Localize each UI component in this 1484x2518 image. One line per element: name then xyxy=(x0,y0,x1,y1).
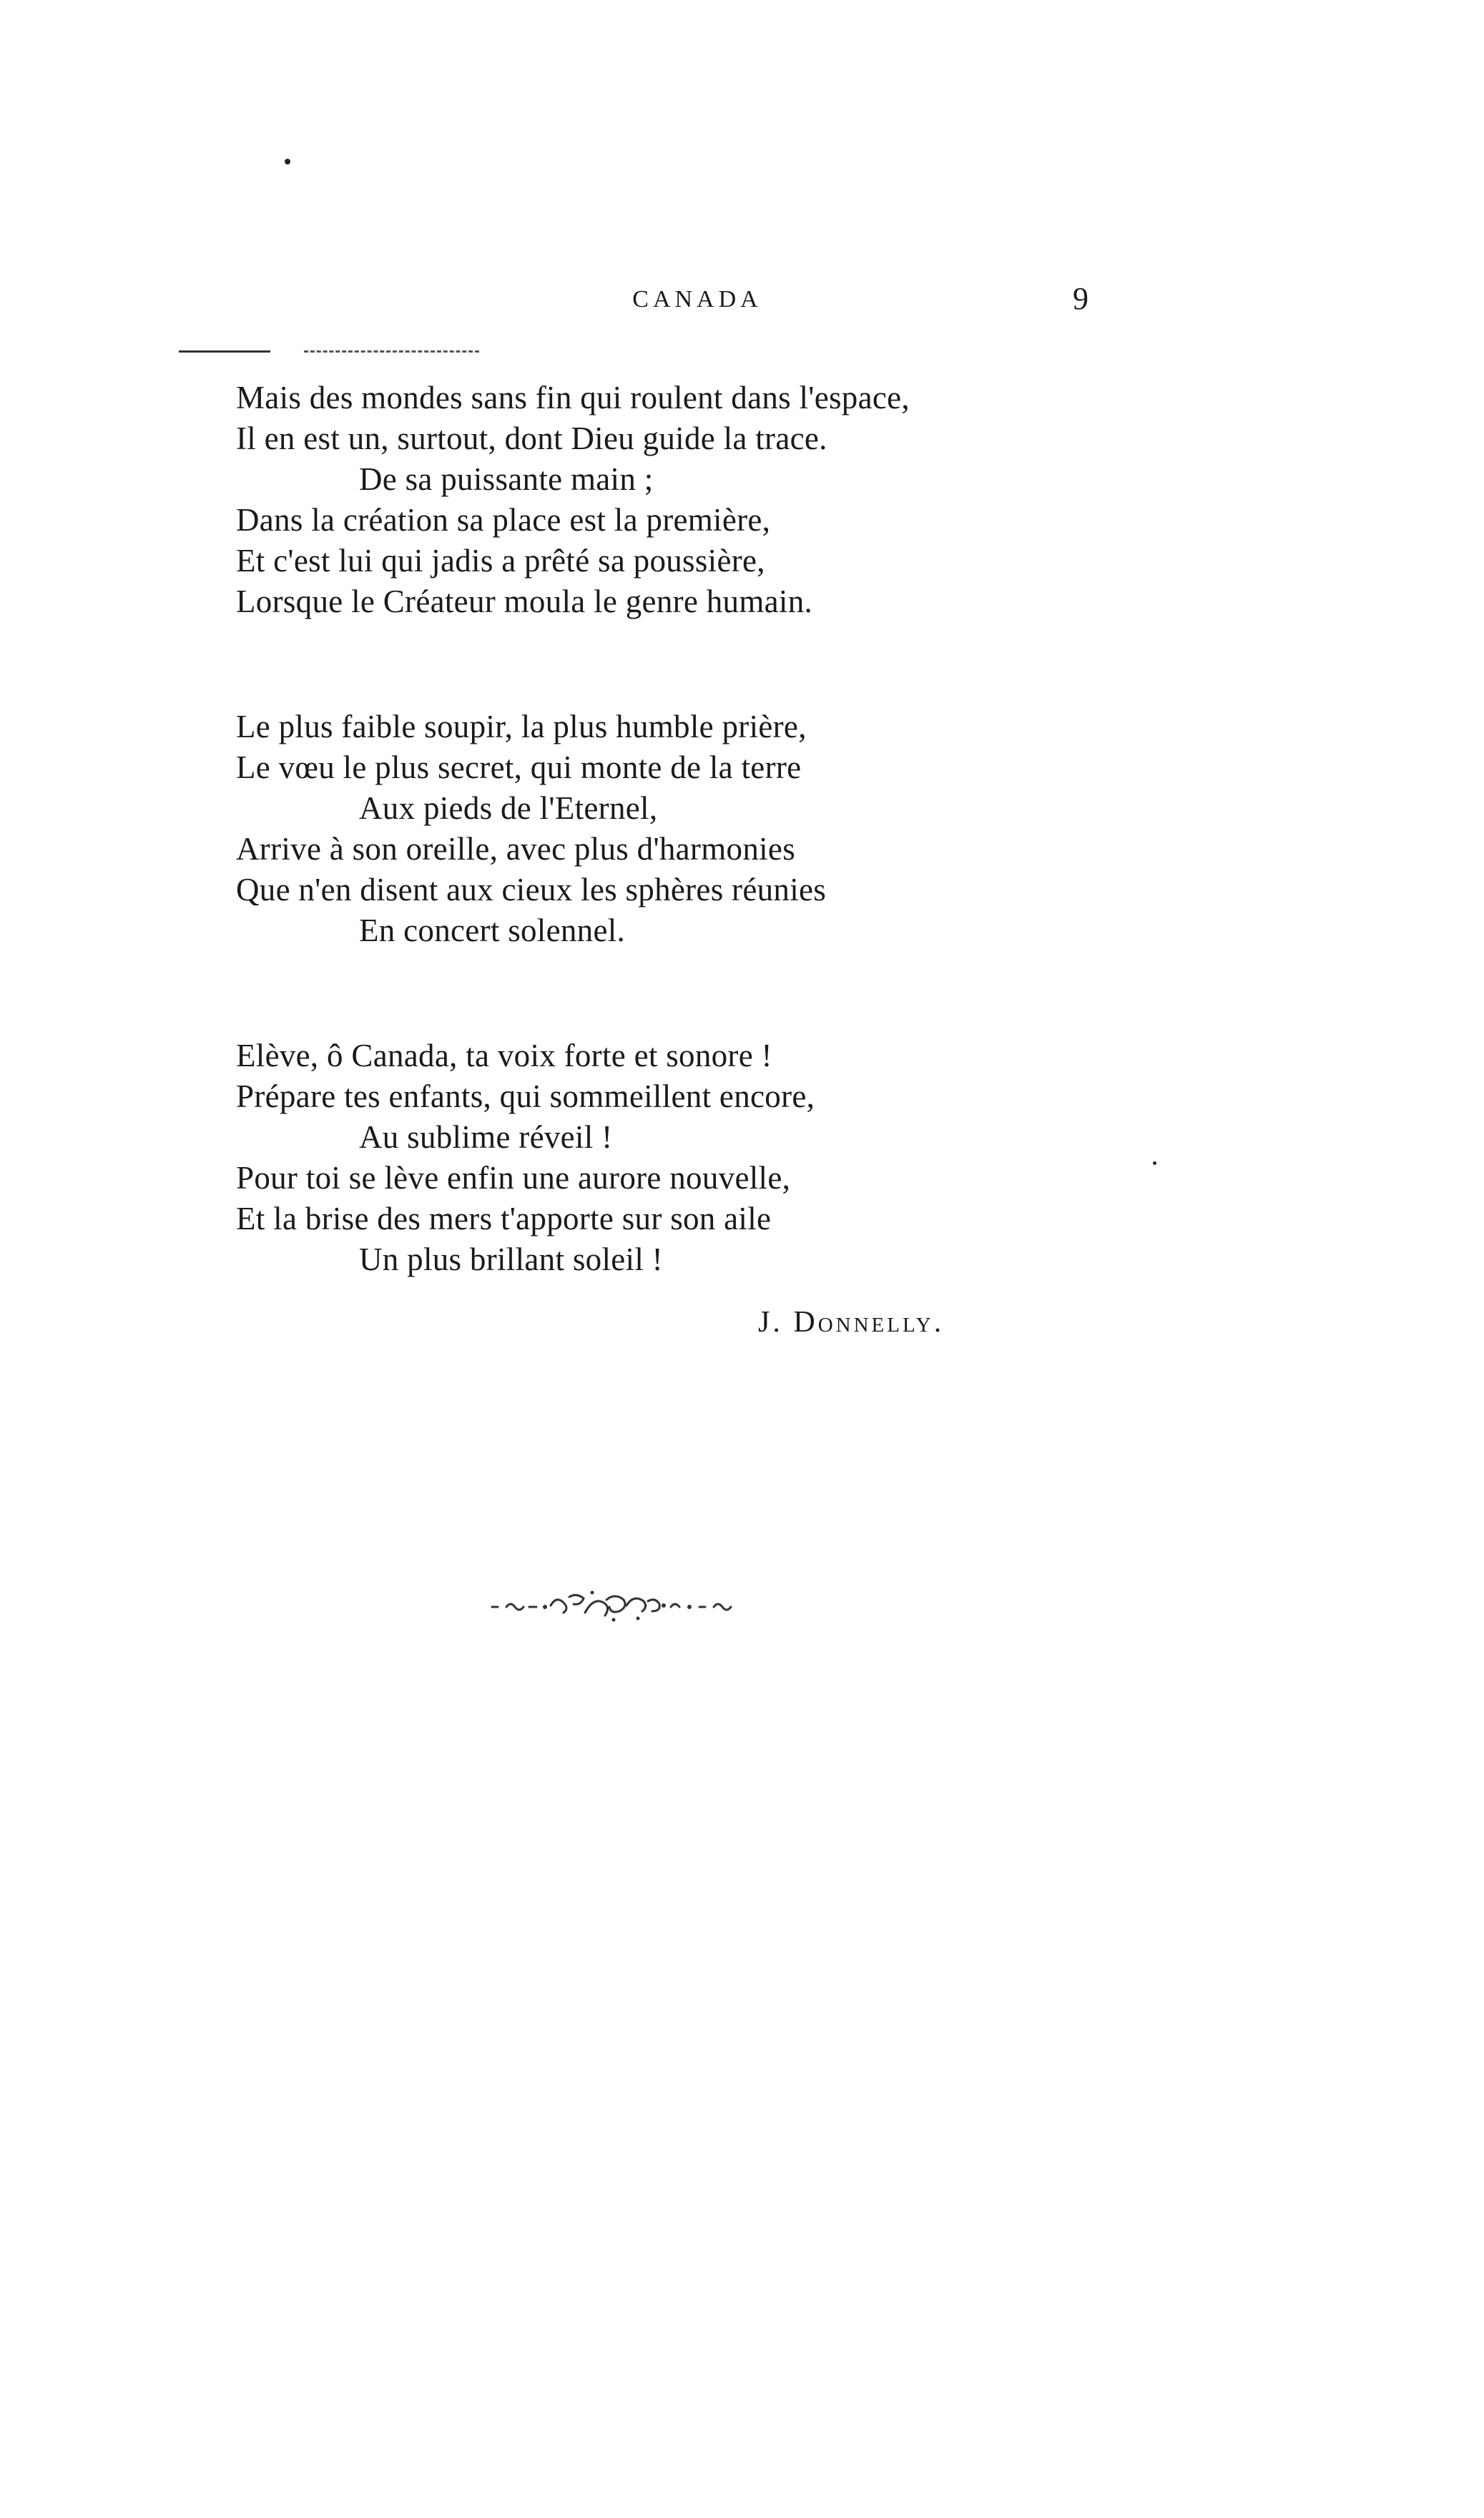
poem-line: Le plus faible soupir, la plus humble prière, xyxy=(236,709,807,744)
author-signature xyxy=(758,1305,944,1339)
header-rule-solid xyxy=(179,350,270,353)
poem-line: Arrive à son oreille, avec plus d'harmonies xyxy=(236,831,796,867)
author-surname: Donnelly. xyxy=(793,1306,945,1339)
poem-line: Mais des mondes sans fin qui roulent dans l'espace, xyxy=(236,380,910,415)
poem-line: Un plus brillant soleil ! xyxy=(359,1241,663,1277)
header-rule-dashed xyxy=(304,350,479,353)
stanza-1 xyxy=(236,378,1094,622)
poem-line: Que n'en disent aux cieux les sphères réunies xyxy=(236,872,827,908)
page-number: 9 xyxy=(1073,281,1089,316)
poem-line: Le vœu le plus secret, qui monte de la terre xyxy=(236,749,802,785)
stanza-3 xyxy=(236,1036,1094,1280)
poem-line: Dans la création sa place est la première, xyxy=(236,502,771,538)
poem-line: Et c'est lui qui jadis a prêté sa poussière, xyxy=(236,543,765,579)
ink-speck xyxy=(1153,1161,1156,1165)
author-initial: J. xyxy=(758,1306,783,1339)
poem-line: Pour toi se lève enfin une aurore nouvelle, xyxy=(236,1160,791,1196)
poem-line: Elève, ô Canada, ta voix forte et sonore ! xyxy=(236,1038,772,1073)
poem-line: Prépare tes enfants, qui sommeillent encore, xyxy=(236,1078,815,1114)
poem-line: Il en est un, surtout, dont Dieu guide la trace. xyxy=(236,421,827,456)
ornament-icon xyxy=(485,1584,757,1627)
running-title: CANADA xyxy=(632,286,762,313)
header-rule xyxy=(179,346,479,356)
poem-line: Lorsque le Créateur moula le genre humain. xyxy=(236,584,813,619)
poem-line: En concert solennel. xyxy=(359,913,626,948)
running-head xyxy=(0,280,1484,323)
poem-line: Et la brise des mers t'apporte sur son aile xyxy=(236,1201,772,1236)
ink-speck xyxy=(285,159,290,164)
poem-line: Au sublime réveil ! xyxy=(359,1119,613,1155)
stanza-2 xyxy=(236,707,1094,951)
poem xyxy=(236,378,1094,1364)
poem-line: Aux pieds de l'Eternel, xyxy=(359,790,658,826)
poem-line: De sa puissante main ; xyxy=(359,461,654,497)
